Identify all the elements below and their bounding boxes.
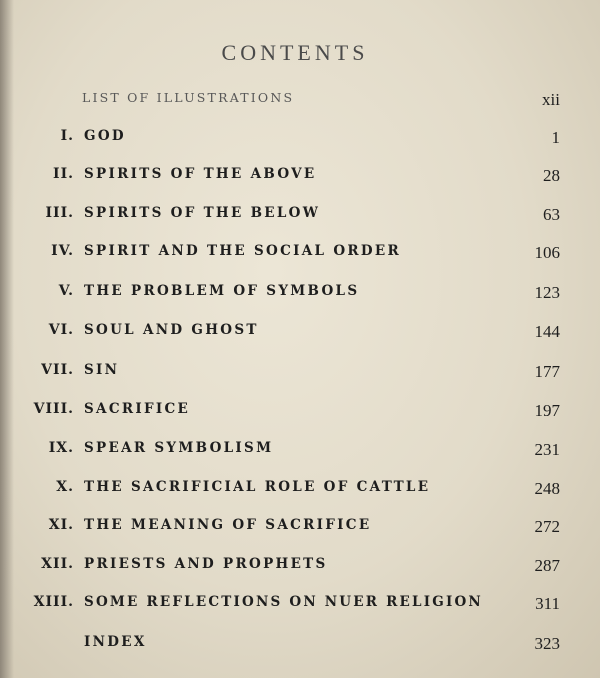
- toc-entry-chapter[interactable]: [0, 205, 600, 229]
- toc-entry-page: 323: [534, 634, 560, 653]
- toc-entry-title: SOUL AND GHOST: [84, 322, 259, 338]
- toc-entry-chapter[interactable]: [0, 440, 600, 464]
- toc-entry-page: 123: [534, 283, 560, 302]
- toc-chapter-number: VI.: [48, 322, 74, 338]
- toc-chapter-number: XII.: [41, 556, 74, 572]
- toc-entry-title: GOD: [84, 128, 126, 144]
- toc-entry-page: 28: [543, 166, 560, 185]
- toc-entry-title: SPEAR SYMBOLISM: [84, 440, 274, 456]
- toc-entry-index[interactable]: [0, 634, 600, 658]
- toc-chapter-number: VII.: [41, 362, 74, 378]
- toc-entry-title: INDEX: [84, 634, 147, 650]
- toc-entry-chapter[interactable]: [0, 243, 600, 267]
- toc-chapter-number: III.: [45, 205, 74, 221]
- toc-entry-page: 231: [534, 440, 560, 459]
- toc-entry-chapter[interactable]: [0, 362, 600, 386]
- toc-entry-title: THE MEANING OF SACRIFICE: [84, 517, 372, 533]
- toc-chapter-number: X.: [56, 479, 74, 495]
- toc-entry-page: 63: [543, 205, 560, 224]
- toc-entry-chapter[interactable]: [0, 166, 600, 190]
- toc-entry-page: 1: [551, 128, 560, 147]
- toc-entry-chapter[interactable]: [0, 517, 600, 541]
- toc-entry-chapter[interactable]: [0, 594, 600, 618]
- toc-entry-title: SOME REFLECTIONS ON NUER RELIGION: [84, 594, 483, 610]
- toc-entry-title: THE SACRIFICIAL ROLE OF CATTLE: [84, 479, 431, 495]
- toc-entry-page: 177: [534, 362, 560, 381]
- toc-chapter-number: V.: [58, 283, 74, 299]
- toc-chapter-number: IX.: [48, 440, 74, 456]
- toc-entry-page: xii: [542, 90, 560, 109]
- toc-entry-page: 272: [534, 517, 560, 536]
- toc-entry-page: 248: [534, 479, 560, 498]
- toc-chapter-number: II.: [53, 166, 74, 182]
- toc-entry-title: SPIRITS OF THE ABOVE: [84, 166, 317, 182]
- toc-entry-chapter[interactable]: [0, 283, 600, 307]
- toc-chapter-number: VIII.: [33, 401, 74, 417]
- toc-entry-page: 144: [534, 322, 560, 341]
- toc-entry-title: PRIESTS AND PROPHETS: [84, 556, 328, 572]
- toc-entry-page: 197: [534, 401, 560, 420]
- toc-chapter-number: IV.: [51, 243, 74, 259]
- toc-chapter-number: XIII.: [33, 594, 74, 610]
- toc-entry-chapter[interactable]: [0, 479, 600, 503]
- toc-entry-title: SPIRIT AND THE SOCIAL ORDER: [84, 243, 402, 259]
- toc-chapter-number: I.: [60, 128, 74, 144]
- contents-title: CONTENTS: [221, 40, 369, 65]
- toc-entry-illustrations[interactable]: [0, 90, 600, 114]
- toc-entry-title: LIST OF ILLUSTRATIONS: [82, 90, 295, 105]
- toc-entry-page: 106: [534, 243, 560, 262]
- toc-entry-title: SACRIFICE: [84, 401, 191, 417]
- toc-entry-title: THE PROBLEM OF SYMBOLS: [84, 283, 360, 299]
- toc-chapter-number: XI.: [48, 517, 74, 533]
- toc-entry-chapter[interactable]: [0, 556, 600, 580]
- toc-entry-title: SIN: [84, 362, 120, 378]
- toc-entry-page: 311: [535, 594, 560, 613]
- toc-entry-chapter[interactable]: [0, 128, 600, 152]
- toc-entry-title: SPIRITS OF THE BELOW: [84, 205, 321, 221]
- toc-entry-page: 287: [534, 556, 560, 575]
- toc-entry-chapter[interactable]: [0, 322, 600, 346]
- toc-entry-chapter[interactable]: [0, 401, 600, 425]
